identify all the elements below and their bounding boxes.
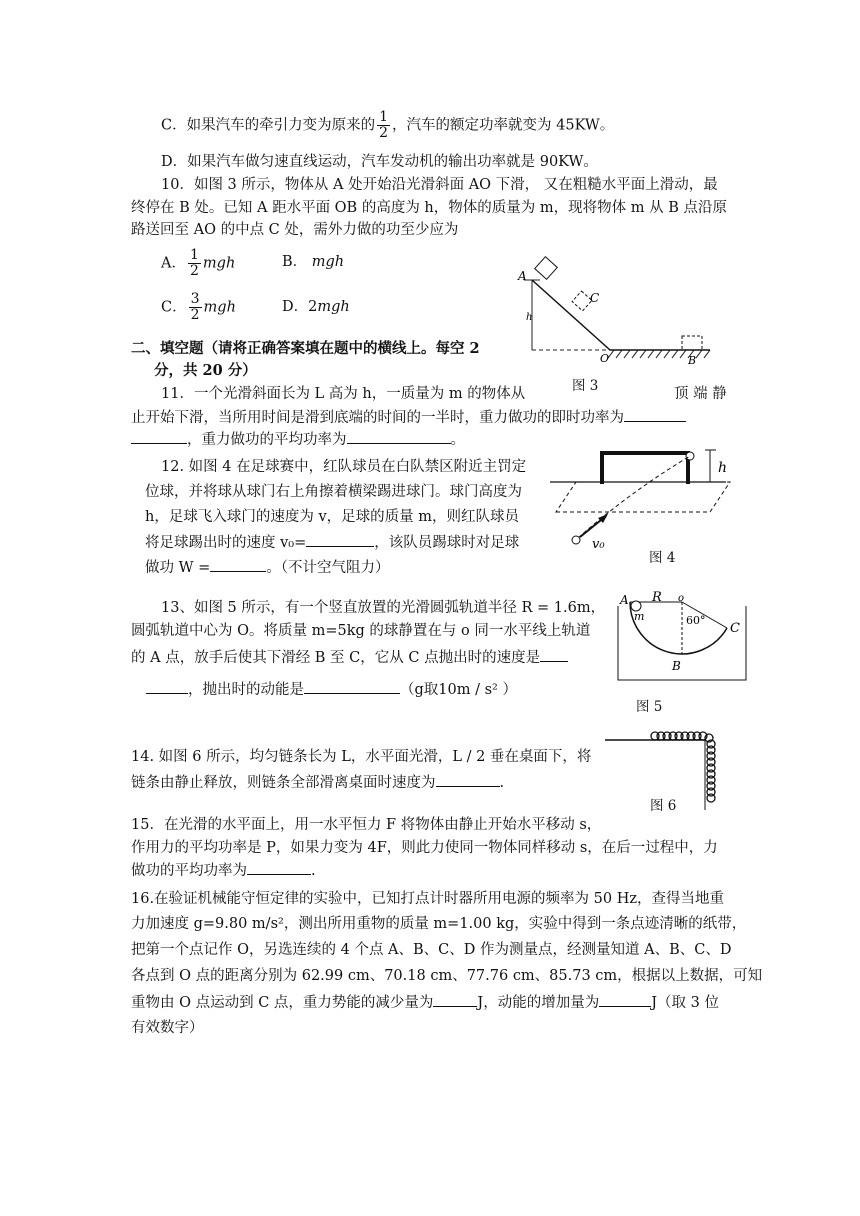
q10-option-d: D．2mgh: [282, 299, 350, 315]
q13-line3: 的 A 点，放手后使其下滑经 B 至 C，它从 C 点抛出时的速度是: [131, 647, 568, 668]
q12-line5: 做功 W = 。（不计空气阻力）: [145, 557, 390, 578]
q12-line3: h，足球飞入球门的速度为 v，足球的质量 m，则红队球员: [145, 509, 519, 525]
q11-line1: 11．一个光滑斜面长为 L 高为 h，一质量为 m 的物体从: [161, 386, 526, 402]
q10-option-c: C． $\frac{3}{2}$ mgh: [161, 291, 236, 323]
q10-option-b: B． mgh: [282, 254, 345, 270]
answer-blank[interactable]: [146, 679, 188, 694]
q16-line3: 把第一个点记作 O，另选连续的 4 个点 A、B、C、D 作为测量点，经测量知道 A、B、C、D: [131, 942, 732, 958]
q14-line1: 14. 如图 6 所示，均匀链条长为 L，水平面光滑，L / 2 垂在桌面下，将: [131, 749, 592, 765]
q16-line6: 有效数字）: [131, 1020, 204, 1036]
section-2-title: 二、填空题（请将正确答案填在题中的横线上。每空 2: [131, 340, 480, 357]
answer-blank[interactable]: [210, 557, 266, 572]
figure-4-caption: 图 4: [649, 550, 676, 566]
answer-blank[interactable]: [247, 860, 311, 875]
label-c: C: [730, 621, 740, 636]
q16-line4: 各点到 O 点的距离分别为 62.99 cm、70.18 cm、77.76 cm、85.73 cm，根据以上数据，可知: [131, 968, 763, 984]
figure-5-caption: 图 5: [636, 699, 663, 715]
label-angle: 60°: [686, 614, 706, 627]
label-h: h: [526, 312, 533, 323]
answer-blank[interactable]: [131, 429, 187, 444]
label-a: A: [620, 593, 629, 607]
label-b: B: [688, 354, 697, 367]
q15-line1: 15．在光滑的水平面上，用一水平恒力 F 将物体由静止开始水平移动 s，: [131, 817, 602, 833]
answer-blank[interactable]: [347, 429, 451, 444]
q10-line1: 10．如图 3 所示，物体从 A 处开始沿光滑斜面 AO 下滑， 又在粗糙水平面上滑动，最: [161, 177, 718, 193]
q13-line2: 圆弧轨道中心为 O。将质量 m=5kg 的球静置在与 o 同一水平线上轨道: [131, 623, 591, 639]
q12-line4: 将足球踢出时的速度 v₀= ，该队员踢球时对足球: [145, 532, 519, 553]
q16-line5: 重物由 O 点运动到 C 点，重力势能的减少量为 J，动能的增加量为 J（取 3 位: [131, 992, 719, 1013]
q15-line2: 作用力的平均功率是 P，如果力变为 4F，则此力使同一物体同样移动 s，在后一过程中，力: [131, 840, 718, 856]
section-2-title-cont: 分，共 20 分）: [154, 362, 257, 379]
answer-blank[interactable]: [436, 772, 500, 787]
answer-blank[interactable]: [306, 532, 374, 547]
label-o: O: [600, 352, 610, 365]
answer-blank[interactable]: [599, 992, 651, 1007]
q11-line3: ，重力做功的平均功率为 。: [131, 429, 465, 450]
q13-line4: ，抛出时的动能是 （g取10m / s² ）: [146, 679, 517, 700]
q15-line3: 做功的平均功率为 .: [131, 860, 316, 881]
answer-blank[interactable]: [540, 647, 568, 662]
q10-option-a: A． $\frac{1}{2}$ mgh: [161, 247, 236, 279]
q16-line1: 16.在验证机械能守恒定律的实验中，已知打点计时器所用电源的频率为 50 Hz，查得当地重: [131, 891, 725, 907]
q10-line3: 路送回至 AO 的中点 C 处，需外力做的功至少应为: [131, 222, 459, 238]
q11-line2: 止开始下滑，当所用时间是滑到底端的时间的一半时，重力做功的即时功率为: [131, 407, 686, 428]
label-a: A: [518, 269, 527, 283]
q12-line2: 位球，并将球从球门右上角擦着横梁踢进球门。球门高度为: [145, 484, 522, 500]
q11-line1-tail: 顶 端 静: [674, 386, 727, 402]
figure-3-caption: 图 3: [572, 378, 599, 394]
q14-line2: 链条由静止释放，则链条全部滑离桌面时速度为 .: [131, 772, 504, 793]
figure-3-incline: [510, 258, 720, 368]
label-v0: v₀: [592, 537, 605, 552]
q13-line1: 13、如图 5 所示，有一个竖直放置的光滑圆弧轨道半径 R = 1.6m，: [161, 600, 606, 616]
answer-blank[interactable]: [624, 407, 686, 422]
figure-6-caption: 图 6: [650, 798, 677, 814]
figure-5-arc-track: [612, 592, 752, 687]
fraction: $\frac{1}{2}$: [379, 109, 389, 141]
label-h: h: [718, 460, 728, 476]
label-m: m: [634, 610, 645, 623]
label-c: C: [590, 291, 600, 305]
q12-line1: 12. 如图 4 在足球赛中，红队球员在白队禁区附近主罚定: [161, 459, 527, 475]
q16-line2: 力加速度 g=9.80 m/s²，测出所用重物的质量 m=1.00 kg，实验中得到一条点迹清晰的纸带，: [131, 916, 747, 932]
label-r: R: [652, 590, 662, 605]
label-o: o: [678, 593, 685, 604]
q9-option-d: D．如果汽车做匀速直线运动，汽车发动机的输出功率就是 90KW。: [161, 154, 598, 170]
answer-blank[interactable]: [433, 992, 477, 1007]
figure-4-goal: [540, 442, 740, 562]
q10-line2: 终停在 B 处。已知 A 距水平面 OB 的高度为 h，物体的质量为 m，现将物体 m 从 B 点沿原: [131, 200, 727, 216]
answer-blank[interactable]: [304, 679, 400, 694]
label-b: B: [672, 659, 681, 673]
q9-option-c: C．如果汽车的牵引力变为原来的 $\frac{1}{2}$ ，汽车的额定功率就变为 45KW。: [161, 109, 615, 141]
